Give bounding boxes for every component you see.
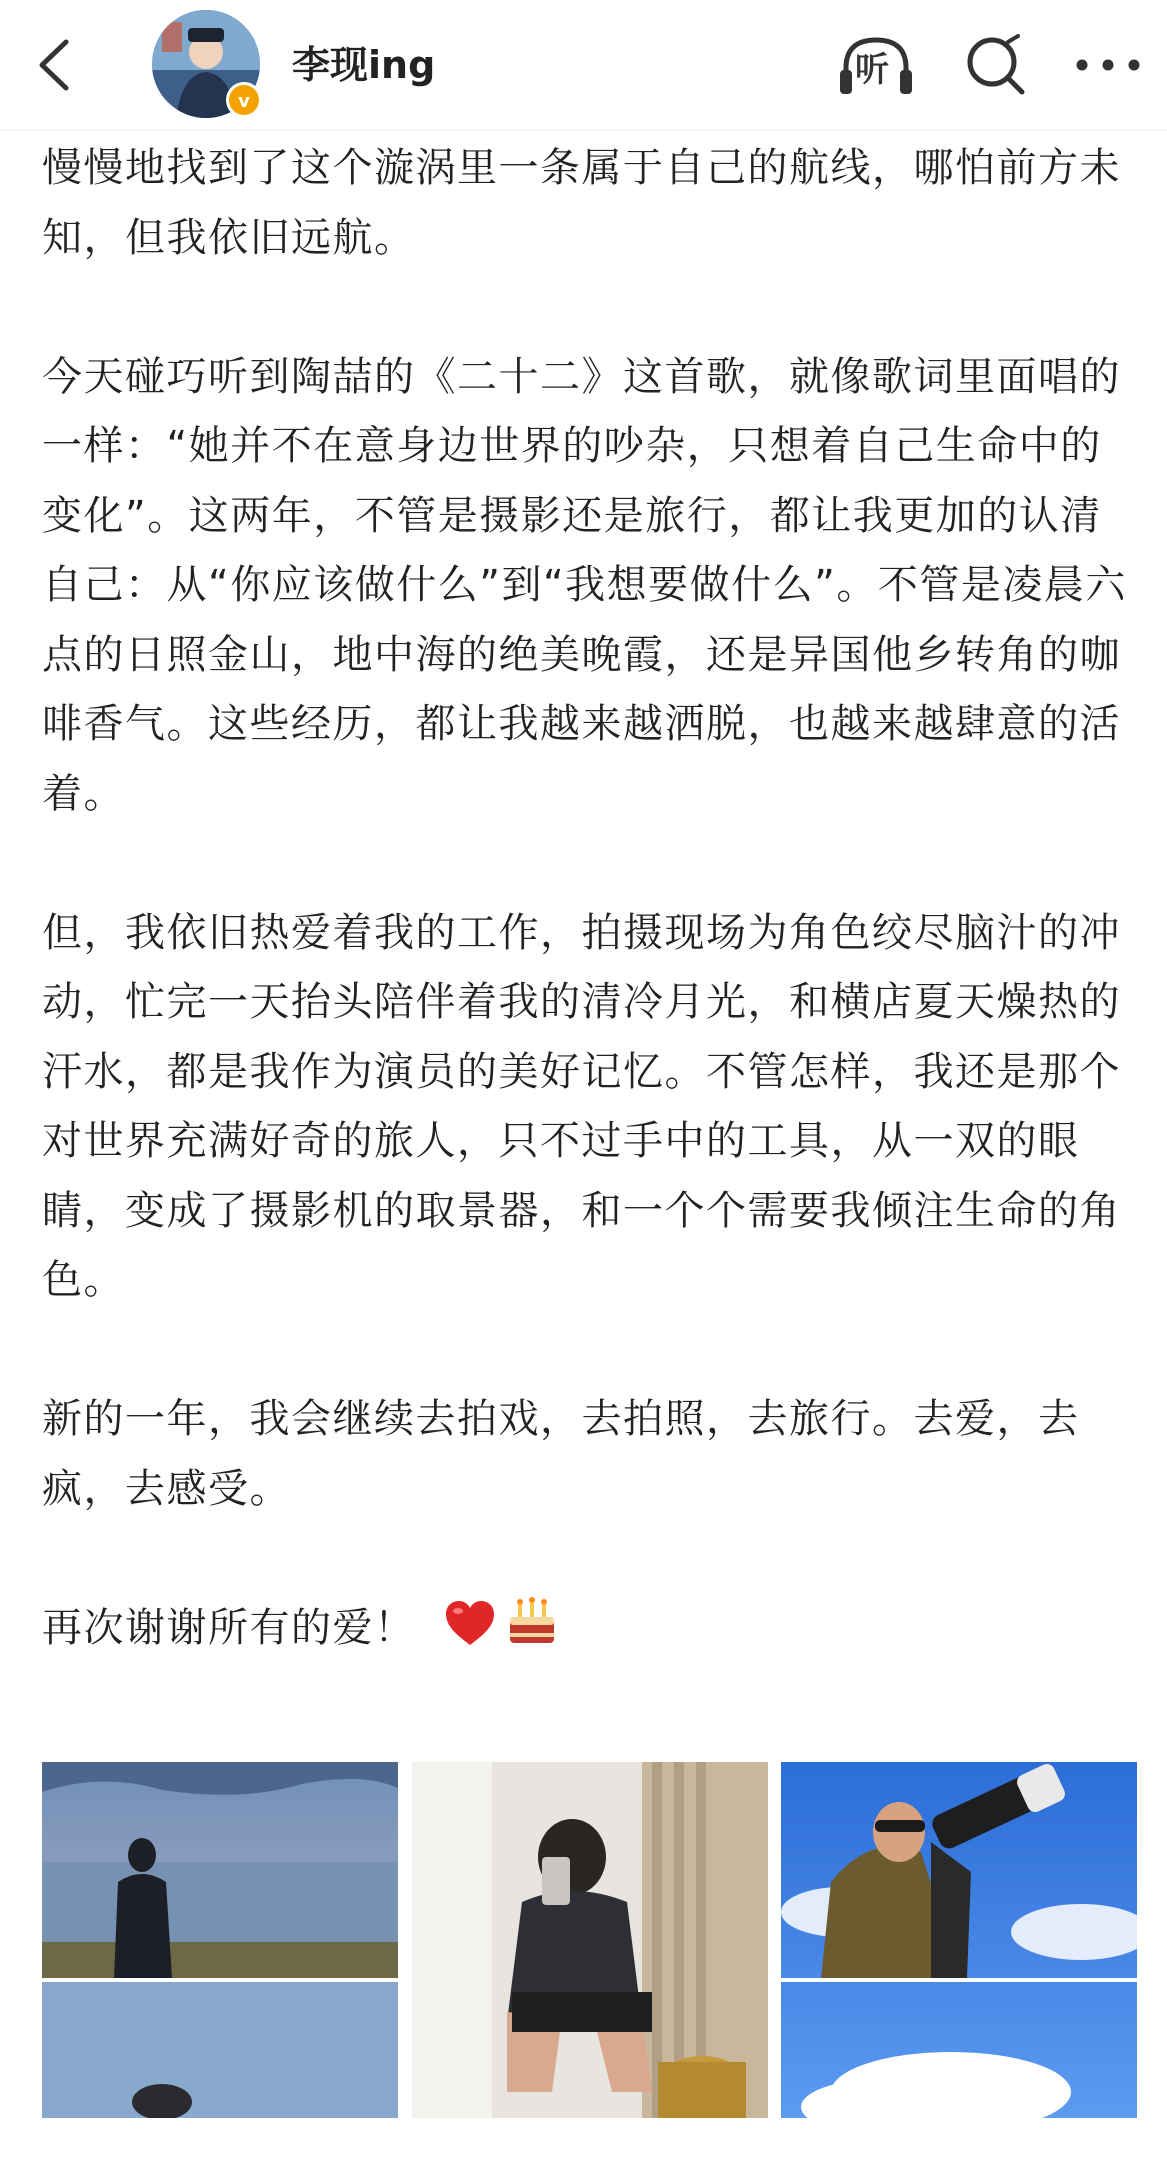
post-paragraph: 慢慢地找到了这个漩涡里一条属于自己的航线，哪怕前方未知，但我依旧远航。 bbox=[42, 145, 1121, 261]
back-arrow-icon bbox=[30, 30, 80, 100]
back-button[interactable] bbox=[30, 30, 80, 100]
search-button[interactable] bbox=[960, 30, 1030, 100]
more-button[interactable] bbox=[1068, 30, 1148, 100]
lakeside-dusk-photo[interactable] bbox=[42, 1762, 398, 2118]
post-closing-line bbox=[42, 1594, 1132, 1670]
post-paragraph: 再次谢谢所有的爱！ bbox=[42, 1604, 416, 1651]
verified-badge bbox=[226, 82, 262, 118]
camera-blue-sky-photo[interactable] bbox=[781, 1762, 1137, 2118]
search-icon bbox=[960, 30, 1030, 100]
post-body bbox=[42, 134, 1132, 1669]
photo-grid bbox=[42, 1762, 1142, 2122]
heart-emoji bbox=[444, 1599, 496, 1670]
post-paragraph: 新的一年，我会继续去拍戏，去拍照，去旅行。去爱，去疯，去感受。 bbox=[42, 1396, 1080, 1512]
username[interactable]: 李现ing bbox=[292, 43, 436, 87]
listen-label: 听 bbox=[855, 50, 889, 90]
post-paragraph: 但，我依旧热爱着我的工作，拍摄现场为角色绞尽脑汁的冲动，忙完一天抬头陪伴着我的清冷月光，和横店夏天燥热的汗水，都是我作为演员的美好记忆。不管怎样，我还是那个对世界充满好奇的旅人，只不过手中的工具，从一双的眼睛，变成了摄影机的取景器，和一个个需要我倾注生命的角色。 bbox=[42, 909, 1121, 1303]
cake-emoji bbox=[506, 1595, 558, 1670]
listen-button[interactable] bbox=[836, 30, 916, 100]
hotel-mirror-selfie-photo[interactable] bbox=[412, 1762, 768, 2118]
post-paragraph: 今天碰巧听到陶喆的《二十二》这首歌，就像歌词里面唱的一样：“她并不在意身边世界的吵杂，只想着自己生命中的变化”。这两年，不管是摄影还是旅行，都让我更加的认清自己：从“你应该做什么”到“我想要做什么”。不管是凌晨六点的日照金山，地中海的绝美晚霞，还是异国他乡转角的咖啡香气。这些经历，都让我越来越洒脱，也越来越肆意的活着。 bbox=[42, 353, 1127, 817]
verified-check-icon bbox=[229, 85, 259, 115]
top-bar bbox=[0, 0, 1167, 131]
svg-text:v: v bbox=[238, 91, 250, 112]
more-icon bbox=[1068, 30, 1148, 100]
